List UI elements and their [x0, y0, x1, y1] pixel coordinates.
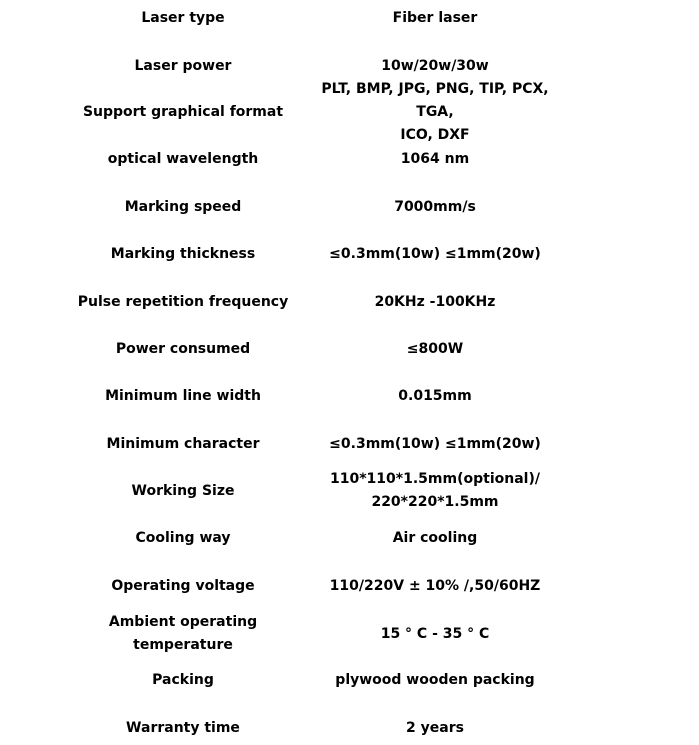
spec-label: Marking speed — [124, 198, 242, 215]
spec-value: 2 years — [406, 719, 464, 736]
spec-label: Cooling way — [135, 529, 231, 546]
spec-value: ≤800W — [406, 340, 464, 357]
spec-value: PLT, BMP, JPG, PNG, TIP, PCX, TGA, ICO, DXF — [321, 80, 549, 143]
spec-row-power-consumed — [0, 335, 699, 363]
spec-label: Warranty time — [126, 719, 240, 736]
spec-row-graphical-format — [0, 80, 699, 143]
spec-value: 110/220V ± 10% /,50/60HZ — [329, 577, 541, 594]
spec-row-cooling-way — [0, 524, 699, 552]
spec-label: Laser power — [134, 57, 232, 74]
spec-row-min-line-width — [0, 382, 699, 410]
spec-label: Ambient operating temperature — [108, 614, 258, 653]
spec-value: 20KHz -100KHz — [374, 293, 496, 310]
spec-value: 0.015mm — [398, 387, 472, 404]
spec-value: ≤0.3mm(10w) ≤1mm(20w) — [329, 435, 541, 452]
spec-value: Fiber laser — [392, 9, 478, 26]
spec-row-packing — [0, 666, 699, 694]
spec-label: Pulse repetition frequency — [77, 293, 289, 310]
spec-label: Laser type — [141, 9, 225, 26]
spec-row-laser-power — [0, 52, 699, 80]
spec-label: Power consumed — [115, 340, 251, 357]
spec-label: optical wavelength — [107, 150, 259, 167]
spec-row-working-size — [0, 466, 699, 516]
spec-label: Minimum line width — [105, 387, 261, 404]
spec-row-marking-thickness — [0, 240, 699, 268]
spec-row-pulse-frequency — [0, 288, 699, 316]
spec-value: plywood wooden packing — [335, 671, 535, 688]
spec-value: 15 ° C - 35 ° C — [380, 625, 490, 642]
spec-row-marking-speed — [0, 193, 699, 221]
spec-label: Support graphical format — [82, 103, 284, 120]
spec-row-optical-wavelength — [0, 145, 699, 173]
spec-label: Packing — [152, 671, 214, 688]
spec-row-ambient-temperature — [0, 609, 699, 659]
spec-value: 1064 nm — [400, 150, 470, 167]
spec-label: Minimum character — [106, 435, 260, 452]
spec-value: 10w/20w/30w — [381, 57, 489, 74]
spec-value: Air cooling — [392, 529, 478, 546]
spec-value: 110*110*1.5mm(optional)/ 220*220*1.5mm — [330, 471, 540, 510]
spec-row-min-character — [0, 430, 699, 458]
spec-row-operating-voltage — [0, 572, 699, 600]
spec-label: Marking thickness — [110, 245, 256, 262]
spec-value: 7000mm/s — [394, 198, 476, 215]
spec-label: Operating voltage — [111, 577, 255, 594]
spec-row-laser-type — [0, 4, 699, 32]
spec-value: ≤0.3mm(10w) ≤1mm(20w) — [329, 245, 541, 262]
spec-row-warranty-time — [0, 714, 699, 742]
spec-label: Working Size — [131, 482, 235, 499]
